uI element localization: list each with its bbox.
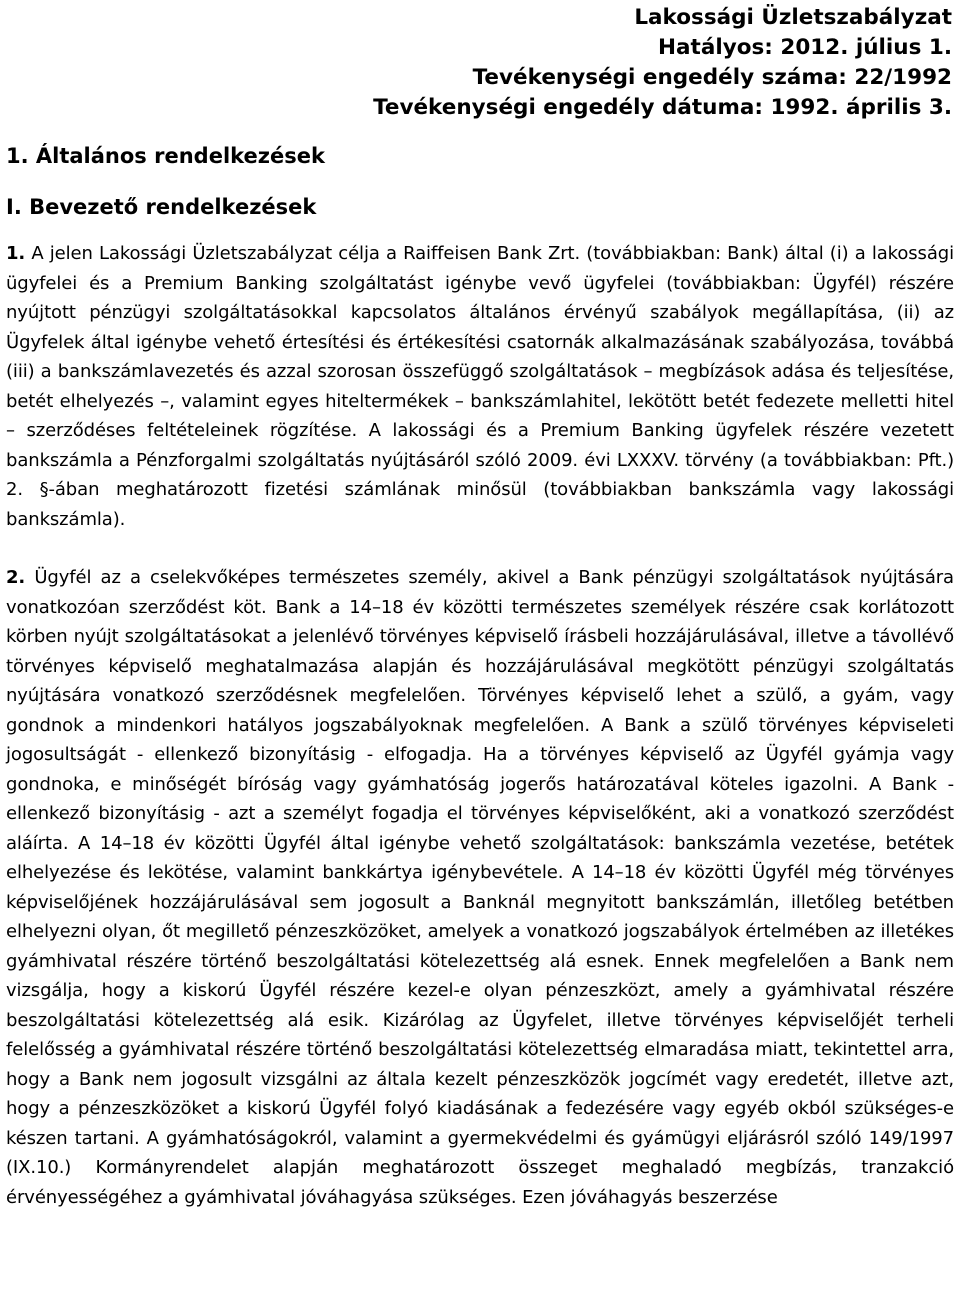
paragraph-text: A jelen Lakossági Üzletszabályzat célja a Raiffeisen Bank Zrt. (továbbiakban: Bank) által (i) a lakossági ügyfelei és a Premium Banking szolgáltatást igénybe vevő ügyfelei (továbbiakban: Ügyfél) részére nyújtott pénzügyi szolgáltatásokkal kapcsolatos általános érvényű szabályok megállapítása, (ii) az Ügyfelek által igénybe vehető értesítési és értékesítési csatornák alkalmazásának szabályozása, továbbá (iii) a bankszámlavezetés és azzal szorosan összefüggő szolgáltatások – megbízások adása és teljesítése, betét elhelyezés –, valamint egyes hiteltermékek – bankszámlahitel, lekötött betét fedezete melletti hitel – szerződéses feltételeinek rögzítése. A lakossági és a Premium Banking ügyfelek részére vezetett bankszámla a Pénzforgalmi szolgáltatás nyújtásáról szóló 2009. évi LXXXV. törvény (a továbbiakban: Pft.) 2. §-ában meghatározott fizetési számlának minősül (továbbiakban bankszámla vagy lakossági bankszámla).: [6, 243, 954, 530]
paragraph-2: [6, 563, 954, 1212]
paragraph-number: 2.: [6, 567, 26, 588]
license-number: Tevékenységi engedély száma: 22/1992: [472, 65, 952, 90]
paragraph-1: [6, 239, 954, 534]
document-header: [6, 0, 954, 123]
section-heading: 1. Általános rendelkezések: [6, 144, 325, 168]
paragraph-text: Ügyfél az a cselekvőképes természetes személy, akivel a Bank pénzügyi szolgáltatások nyújtására vonatkozóan szerződést köt. Bank a 14–18 év közötti természetes személyek részére csak korlátozott körben nyújt szolgáltatásokat a jelenlévő törvényes képviselő írásbeli hozzájárulásával, illetve a távollévő törvényes képviselő meghatalmazása alapján és hozzájárulásával megkötött pénzügyi szolgáltatás nyújtására vonatkozó szerződésnek megfelelően. Törvényes képviselő lehet a szülő, a gyám, vagy gondnok a mindenkori hatályos jogszabályoknak megfelelően. A Bank a szülő törvényes képviseleti jogosultságát - ellenkező bizonyításig - elfogadja. Ha a törvényes képviselő az Ügyfél gyámja vagy gondnoka, e minőségét bíróság vagy gyámhatóság jogerős határozatával köteles igazolni. A Bank - ellenkező bizonyításig - azt a személyt fogadja el törvényes képviselőként, aki a vonatkozó szerződést aláírta. A 14–18 év közötti Ügyfél által igénybe vehető szolgáltatások: bankszámla vezetése, betétek elhelyezése és lekötése, valamint bankkártya igénybevétele. A 14–18 év közötti Ügyfél még törvényes képviselőjének hozzájárulásával sem jogosult a Banknál megnyitott bankszámlán, illetőleg betétben elhelyezni olyan, őt megillető pénzeszközöket, amelyek a vonatkozó jogszabályok értelmében az illetékes gyámhivatal részére történő beszolgáltatási kötelezettség alá esnek. Ennek megfelelően a Bank nem vizsgálja, hogy a kiskorú Ügyfél részére kezel-e olyan pénzeszközt, amely a gyámhivatal részére beszolgáltatási kötelezettség alá esik. Kizárólag az Ügyfelet, illetve törvényes képviselőjét terheli felelősség a gyámhivatal részére történő beszolgáltatási kötelezettség elmaradása miatt, tekintettel arra, hogy a Bank nem jogosult vizsgálni az általa kezelt pénzeszközök jogcímét vagy eredetét, illetve azt, hogy a pénzeszközöket a kiskorú Ügyfél folyó kiadásának a fedezésére vagy egyéb okból szükséges-e készen tartani. A gyámhatóságokról, valamint a gyermekvédelmi és gyámügyi eljárásról szóló 149/1997 (IX.10.) Kormányrendelet alapján meghatározott összeget meghaladó megbízás, tranzakció érvényességéhez a gyámhivatal jóváhagyása szükséges. Ezen jóváhagyás beszerzése: [6, 567, 954, 1208]
document-title: Lakossági Üzletszabályzat: [634, 5, 952, 30]
effective-date: Hatályos: 2012. július 1.: [658, 35, 952, 60]
subsection-heading: I. Bevezető rendelkezések: [6, 195, 317, 219]
paragraph-number: 1.: [6, 243, 26, 264]
license-date: Tevékenységi engedély dátuma: 1992. április 3.: [373, 95, 952, 120]
